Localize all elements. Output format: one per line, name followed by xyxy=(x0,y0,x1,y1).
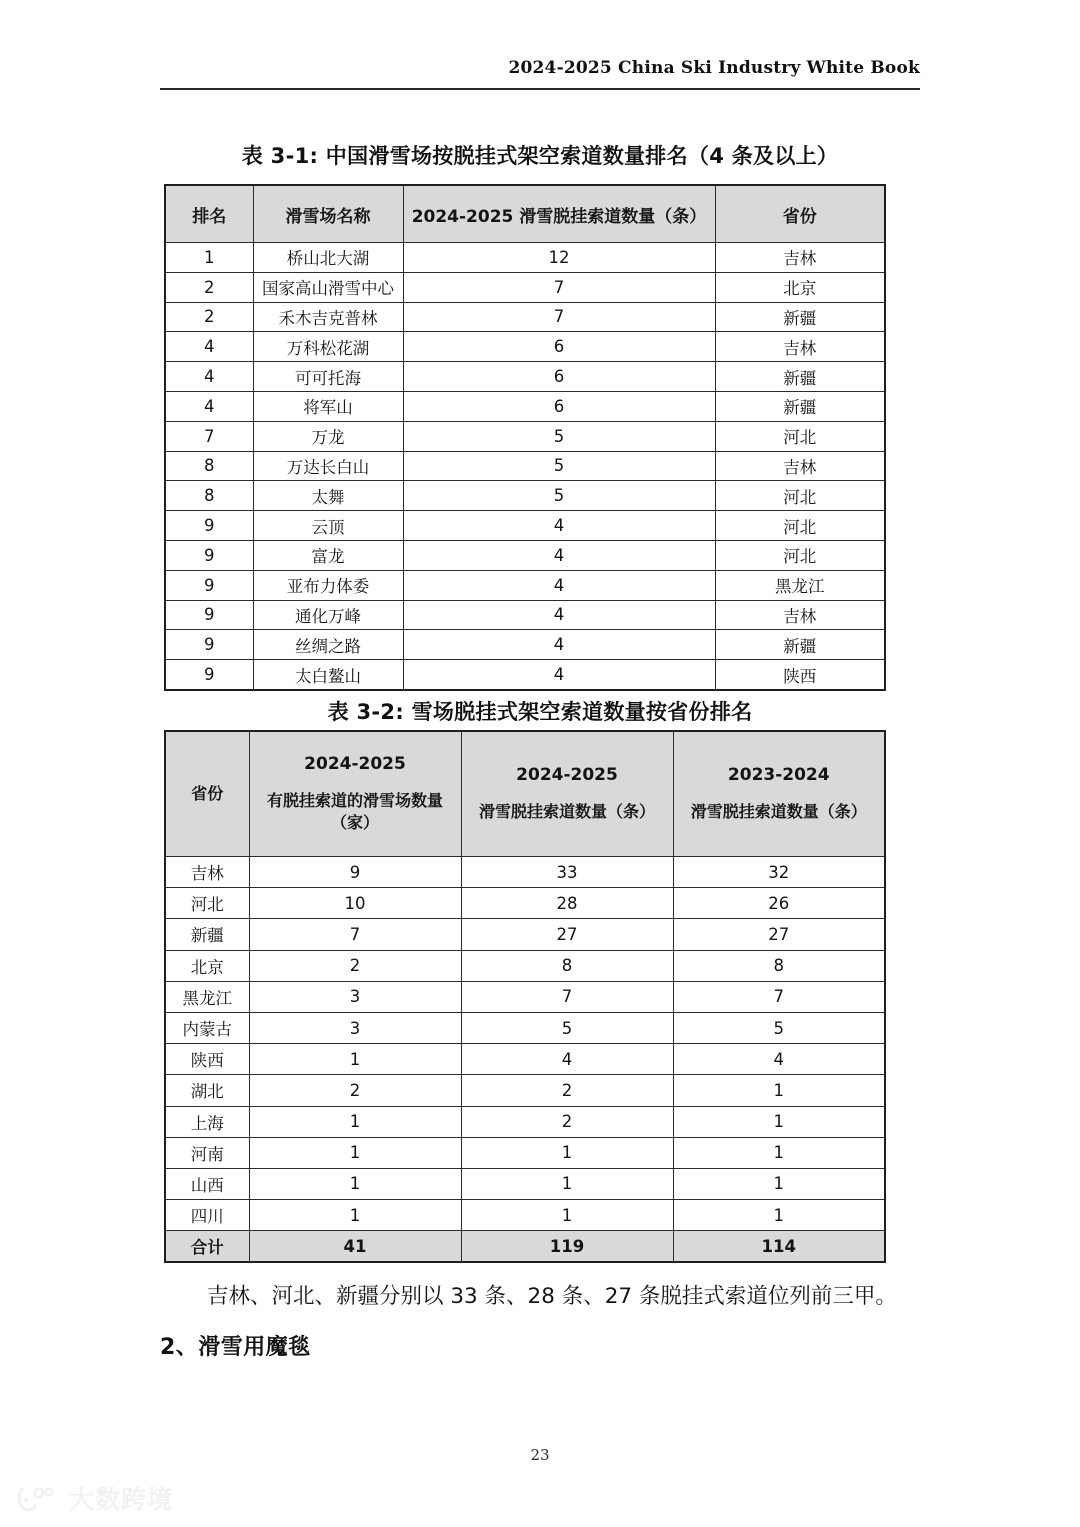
table-row xyxy=(165,888,885,919)
table-row xyxy=(165,1200,885,1231)
column-header-year-b: 2024-2025 xyxy=(516,765,618,786)
cell-ropeways-2425: 8 xyxy=(461,950,673,981)
cell-province: 黑龙江 xyxy=(165,981,249,1012)
table-row xyxy=(165,1168,885,1199)
cell-resort: 富龙 xyxy=(253,540,403,570)
cell-province: 北京 xyxy=(165,950,249,981)
table-row xyxy=(165,272,885,302)
cell-resort: 通化万峰 xyxy=(253,600,403,630)
cell-province: 湖北 xyxy=(165,1075,249,1106)
total-cell-ropeways-2425: 119 xyxy=(461,1231,673,1263)
cell-province: 陕西 xyxy=(715,660,885,690)
cell-province: 陕西 xyxy=(165,1044,249,1075)
table-row xyxy=(165,630,885,660)
cell-province: 内蒙古 xyxy=(165,1012,249,1043)
cell-rank: 9 xyxy=(165,570,253,600)
cell-province: 河北 xyxy=(715,511,885,541)
table-row xyxy=(165,1044,885,1075)
table-row xyxy=(165,857,885,888)
cell-rank: 1 xyxy=(165,243,253,273)
cell-ropeways-2425: 2 xyxy=(461,1075,673,1106)
cell-ropeways-2324: 8 xyxy=(673,950,885,981)
cell-province: 新疆 xyxy=(165,919,249,950)
table-row xyxy=(165,421,885,451)
cell-resorts-2425: 1 xyxy=(249,1168,461,1199)
cell-province: 河北 xyxy=(715,421,885,451)
running-header-title: 2024-2025 China Ski Industry White Book xyxy=(508,58,920,78)
cell-rank: 4 xyxy=(165,362,253,392)
cell-province: 河北 xyxy=(165,888,249,919)
total-cell-resorts-2425: 41 xyxy=(249,1231,461,1263)
cell-resort: 桥山北大湖 xyxy=(253,243,403,273)
cell-rank: 9 xyxy=(165,511,253,541)
cell-rank: 7 xyxy=(165,421,253,451)
cell-ropeways-2425: 1 xyxy=(461,1137,673,1168)
column-header-year-a: 2024-2025 xyxy=(304,754,406,775)
table-row xyxy=(165,660,885,690)
cell-ropeways-2425: 4 xyxy=(461,1044,673,1075)
table-3-2-header-row xyxy=(165,731,885,857)
cell-count: 4 xyxy=(403,660,715,690)
table-row xyxy=(165,1106,885,1137)
table-3-2-caption: 表 3-2: 雪场脱挂式架空索道数量按省份排名 xyxy=(327,700,753,724)
cell-rank: 9 xyxy=(165,600,253,630)
cell-count: 5 xyxy=(403,421,715,451)
cell-count: 6 xyxy=(403,332,715,362)
cell-rank: 2 xyxy=(165,272,253,302)
column-header-rank: 排名 xyxy=(165,185,253,243)
cell-ropeways-2324: 5 xyxy=(673,1012,885,1043)
table-row xyxy=(165,391,885,421)
cell-province: 河南 xyxy=(165,1137,249,1168)
cell-resort: 可可托海 xyxy=(253,362,403,392)
cell-resort: 云顶 xyxy=(253,511,403,541)
cell-province: 山西 xyxy=(165,1168,249,1199)
cell-province: 四川 xyxy=(165,1200,249,1231)
cell-ropeways-2425: 1 xyxy=(461,1168,673,1199)
table-row xyxy=(165,511,885,541)
table-row xyxy=(165,981,885,1012)
table-row xyxy=(165,362,885,392)
cell-resorts-2425: 2 xyxy=(249,1075,461,1106)
column-header-ropeways-2024-2025 xyxy=(461,731,673,857)
column-header-year-c: 2023-2024 xyxy=(727,765,830,786)
cell-province: 新疆 xyxy=(715,362,885,392)
cell-resort: 将军山 xyxy=(253,391,403,421)
cell-ropeways-2324: 27 xyxy=(673,919,885,950)
cell-ropeways-2324: 1 xyxy=(673,1200,885,1231)
cell-rank: 2 xyxy=(165,302,253,332)
table-row xyxy=(165,243,885,273)
cell-resorts-2425: 2 xyxy=(249,950,461,981)
cell-count: 5 xyxy=(403,481,715,511)
cell-resorts-2425: 9 xyxy=(249,857,461,888)
cell-ropeways-2324: 7 xyxy=(673,981,885,1012)
cell-resort: 亚布力体委 xyxy=(253,570,403,600)
cell-resorts-2425: 7 xyxy=(249,919,461,950)
cell-ropeways-2324: 1 xyxy=(673,1075,885,1106)
column-header-count: 2024-2025 滑雪脱挂索道数量（条） xyxy=(403,185,715,243)
cell-count: 12 xyxy=(403,243,715,273)
cell-resorts-2425: 10 xyxy=(249,888,461,919)
cell-ropeways-2324: 1 xyxy=(673,1106,885,1137)
cell-ropeways-2425: 2 xyxy=(461,1106,673,1137)
cell-resorts-2425: 1 xyxy=(249,1044,461,1075)
column-header-ropeways-2023-2024 xyxy=(673,731,885,857)
cell-ropeways-2425: 27 xyxy=(461,919,673,950)
table-row xyxy=(165,950,885,981)
cell-province: 新疆 xyxy=(715,391,885,421)
cell-province: 吉林 xyxy=(165,857,249,888)
cell-rank: 4 xyxy=(165,332,253,362)
cell-rank: 9 xyxy=(165,540,253,570)
cell-resorts-2425: 3 xyxy=(249,1012,461,1043)
cell-province: 黑龙江 xyxy=(715,570,885,600)
cell-province: 上海 xyxy=(165,1106,249,1137)
cell-province: 吉林 xyxy=(715,451,885,481)
table-row xyxy=(165,540,885,570)
column-header-resorts-2024-2025 xyxy=(249,731,461,857)
cell-count: 6 xyxy=(403,362,715,392)
cell-province: 河北 xyxy=(715,481,885,511)
brand-logo-icon xyxy=(16,1486,60,1512)
column-header-resort: 滑雪场名称 xyxy=(253,185,403,243)
watermark xyxy=(16,1486,173,1512)
total-cell-ropeways-2324: 114 xyxy=(673,1231,885,1263)
cell-province: 河北 xyxy=(715,540,885,570)
header-divider xyxy=(160,88,920,90)
cell-ropeways-2425: 7 xyxy=(461,981,673,1012)
cell-province: 新疆 xyxy=(715,630,885,660)
section-heading: 2、滑雪用魔毯 xyxy=(160,1335,311,1361)
column-header-sub-b: 滑雪脱挂索道数量（条） xyxy=(478,802,655,822)
cell-rank: 8 xyxy=(165,481,253,511)
watermark-text: 大数跨境 xyxy=(69,1484,174,1514)
cell-resort: 国家高山滑雪中心 xyxy=(253,272,403,302)
table-3-1-caption: 表 3-1: 中国滑雪场按脱挂式架空索道数量排名（4 条及以上） xyxy=(241,144,839,168)
column-header-sub-c: 滑雪脱挂索道数量（条） xyxy=(690,802,867,822)
cell-resort: 万龙 xyxy=(253,421,403,451)
table-row xyxy=(165,1012,885,1043)
cell-province: 吉林 xyxy=(715,243,885,273)
table-row xyxy=(165,332,885,362)
cell-resorts-2425: 1 xyxy=(249,1106,461,1137)
table-total-row xyxy=(165,1231,885,1263)
table-row xyxy=(165,1137,885,1168)
cell-count: 4 xyxy=(403,540,715,570)
table-row xyxy=(165,600,885,630)
cell-resort: 丝绸之路 xyxy=(253,630,403,660)
cell-count: 4 xyxy=(403,630,715,660)
cell-count: 7 xyxy=(403,302,715,332)
table-3-1 xyxy=(164,184,886,691)
cell-count: 7 xyxy=(403,272,715,302)
cell-ropeways-2324: 1 xyxy=(673,1168,885,1199)
cell-ropeways-2425: 33 xyxy=(461,857,673,888)
cell-resorts-2425: 1 xyxy=(249,1200,461,1231)
column-header-province xyxy=(165,731,249,857)
cell-rank: 9 xyxy=(165,660,253,690)
cell-ropeways-2324: 26 xyxy=(673,888,885,919)
cell-rank: 8 xyxy=(165,451,253,481)
column-header-sub-a: 有脱挂索道的滑雪场数量（家） xyxy=(266,791,443,832)
cell-ropeways-2324: 1 xyxy=(673,1137,885,1168)
cell-count: 4 xyxy=(403,511,715,541)
cell-rank: 9 xyxy=(165,630,253,660)
table-3-1-header-row xyxy=(165,185,885,243)
cell-resort: 禾木吉克普林 xyxy=(253,302,403,332)
cell-province: 新疆 xyxy=(715,302,885,332)
cell-ropeways-2324: 32 xyxy=(673,857,885,888)
cell-province: 北京 xyxy=(715,272,885,302)
table-row xyxy=(165,919,885,950)
cell-resorts-2425: 3 xyxy=(249,981,461,1012)
table-row xyxy=(165,481,885,511)
cell-ropeways-2425: 28 xyxy=(461,888,673,919)
table-row xyxy=(165,570,885,600)
cell-province: 吉林 xyxy=(715,600,885,630)
table-row xyxy=(165,1075,885,1106)
cell-resort: 万科松花湖 xyxy=(253,332,403,362)
total-cell-province: 合计 xyxy=(165,1231,249,1263)
cell-ropeways-2425: 5 xyxy=(461,1012,673,1043)
cell-count: 4 xyxy=(403,600,715,630)
column-header-province-label: 省份 xyxy=(191,784,224,804)
table-3-2 xyxy=(164,730,886,1263)
cell-rank: 4 xyxy=(165,391,253,421)
cell-count: 5 xyxy=(403,451,715,481)
table-row xyxy=(165,451,885,481)
page-number: 23 xyxy=(530,1446,550,1464)
cell-resort: 万达长白山 xyxy=(253,451,403,481)
cell-resorts-2425: 1 xyxy=(249,1137,461,1168)
cell-province: 吉林 xyxy=(715,332,885,362)
body-paragraph: 吉林、河北、新疆分别以 33 条、28 条、27 条脱挂式索道位列前三甲。 xyxy=(207,1283,897,1309)
table-row xyxy=(165,302,885,332)
cell-ropeways-2324: 4 xyxy=(673,1044,885,1075)
cell-ropeways-2425: 1 xyxy=(461,1200,673,1231)
cell-count: 6 xyxy=(403,391,715,421)
cell-count: 4 xyxy=(403,570,715,600)
cell-resort: 太白鳌山 xyxy=(253,660,403,690)
column-header-province: 省份 xyxy=(715,185,885,243)
cell-resort: 太舞 xyxy=(253,481,403,511)
